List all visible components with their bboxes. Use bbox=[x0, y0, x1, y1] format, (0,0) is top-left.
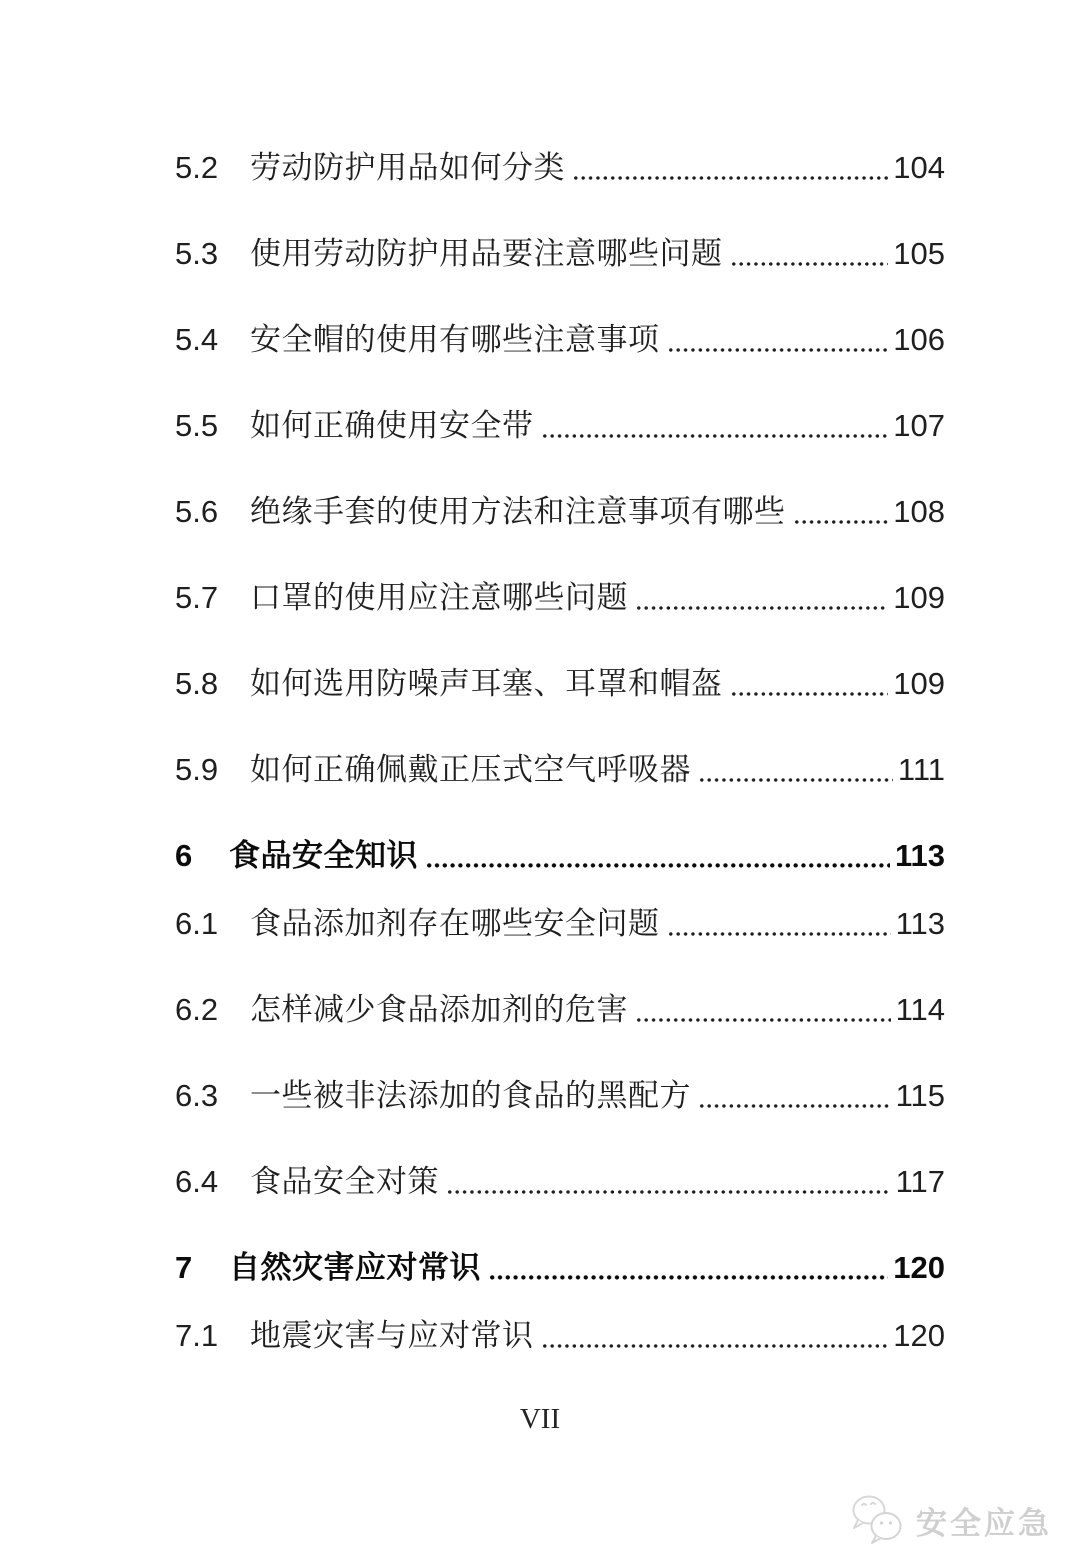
toc-row bbox=[175, 235, 945, 272]
toc-entry-title: 口罩的使用应注意哪些问题 bbox=[250, 580, 628, 615]
dot-leader bbox=[543, 1344, 889, 1348]
toc-entry-title: 自然灾害应对常识 bbox=[229, 1250, 481, 1285]
toc-row bbox=[175, 493, 945, 530]
toc-entry-page: 117 bbox=[895, 1164, 945, 1199]
dot-leader bbox=[700, 1104, 891, 1108]
toc-entry-title: 如何正确佩戴正压式空气呼吸器 bbox=[250, 752, 691, 787]
toc-row bbox=[175, 149, 945, 186]
toc-row bbox=[175, 1317, 945, 1354]
toc-entry-page: 111 bbox=[897, 752, 945, 787]
toc-row bbox=[175, 1249, 945, 1286]
toc-entry-title: 劳动防护用品如何分类 bbox=[250, 150, 565, 185]
toc-row bbox=[175, 407, 945, 444]
toc-entry-number: 5.7 bbox=[175, 580, 219, 615]
toc-entry-number: 5.3 bbox=[175, 236, 219, 271]
toc-row bbox=[175, 665, 945, 702]
dot-leader bbox=[490, 1275, 888, 1280]
toc-entry-number: 5.4 bbox=[175, 322, 219, 357]
toc-entry-number: 5.2 bbox=[175, 150, 219, 185]
dot-leader bbox=[427, 863, 890, 868]
toc-entry-page: 114 bbox=[895, 992, 945, 1027]
toc-entry-title: 食品安全知识 bbox=[229, 838, 418, 873]
toc-entry-number: 6.1 bbox=[175, 906, 219, 941]
chat-bubbles-icon bbox=[848, 1492, 908, 1548]
toc-row bbox=[175, 321, 945, 358]
toc-entry-number: 5.6 bbox=[175, 494, 219, 529]
toc-row bbox=[175, 751, 945, 788]
footer-page-number: VII bbox=[519, 1403, 561, 1435]
dot-leader bbox=[543, 434, 889, 438]
watermark bbox=[848, 1492, 1052, 1548]
toc-entry-title: 怎样减少食品添加剂的危害 bbox=[250, 992, 628, 1027]
dot-leader bbox=[732, 262, 889, 266]
dot-leader bbox=[637, 606, 888, 610]
toc-entry-number: 5.8 bbox=[175, 666, 219, 701]
toc-entry-page: 107 bbox=[893, 408, 945, 443]
dot-leader bbox=[732, 692, 889, 696]
toc-entry-number: 6.3 bbox=[175, 1078, 219, 1113]
watermark-label: 安全应急 bbox=[916, 1505, 1052, 1541]
toc-entry-number: 7.1 bbox=[175, 1318, 219, 1353]
toc-entry-title: 如何正确使用安全带 bbox=[250, 408, 534, 443]
toc-entry-page: 113 bbox=[895, 906, 945, 941]
toc-entry-title: 食品添加剂存在哪些安全问题 bbox=[250, 906, 660, 941]
dot-leader bbox=[574, 176, 888, 180]
dot-leader bbox=[669, 348, 889, 352]
toc-entry-number: 7 bbox=[175, 1250, 193, 1285]
dot-leader bbox=[669, 932, 891, 936]
toc-row bbox=[175, 837, 945, 874]
toc-entry-page: 104 bbox=[893, 150, 945, 185]
toc-entry-number: 5.5 bbox=[175, 408, 219, 443]
toc-entry-number: 6.4 bbox=[175, 1164, 219, 1199]
toc-row bbox=[175, 991, 945, 1028]
toc-entry-page: 120 bbox=[893, 1318, 945, 1353]
dot-leader bbox=[637, 1018, 891, 1022]
toc-row bbox=[175, 1077, 945, 1114]
toc-entry-page: 113 bbox=[894, 838, 945, 873]
toc-entry-title: 一些被非法添加的食品的黑配方 bbox=[250, 1078, 691, 1113]
dot-leader bbox=[700, 778, 893, 782]
dot-leader bbox=[448, 1190, 891, 1194]
toc-entry-number: 6.2 bbox=[175, 992, 219, 1027]
toc-entry-page: 106 bbox=[893, 322, 945, 357]
toc-entry-title: 绝缘手套的使用方法和注意事项有哪些 bbox=[250, 494, 786, 529]
toc-entry-page: 109 bbox=[893, 580, 945, 615]
dot-leader bbox=[795, 520, 889, 524]
toc-entry-number: 6 bbox=[175, 838, 193, 873]
toc-row bbox=[175, 579, 945, 616]
toc-entry-page: 120 bbox=[893, 1250, 945, 1285]
toc-entry-page: 115 bbox=[895, 1078, 945, 1113]
toc-row bbox=[175, 905, 945, 942]
toc-entry-title: 食品安全对策 bbox=[250, 1164, 439, 1199]
toc-entry-page: 105 bbox=[893, 236, 945, 271]
toc-entry-number: 5.9 bbox=[175, 752, 219, 787]
toc-row bbox=[175, 1163, 945, 1200]
toc-entry-title: 如何选用防噪声耳塞、耳罩和帽盔 bbox=[250, 666, 723, 701]
toc-entry-title: 地震灾害与应对常识 bbox=[250, 1318, 534, 1353]
toc-entry-page: 108 bbox=[893, 494, 945, 529]
toc-entry-title: 安全帽的使用有哪些注意事项 bbox=[250, 322, 660, 357]
toc-entry-page: 109 bbox=[893, 666, 945, 701]
toc-entry-title: 使用劳动防护用品要注意哪些问题 bbox=[250, 236, 723, 271]
